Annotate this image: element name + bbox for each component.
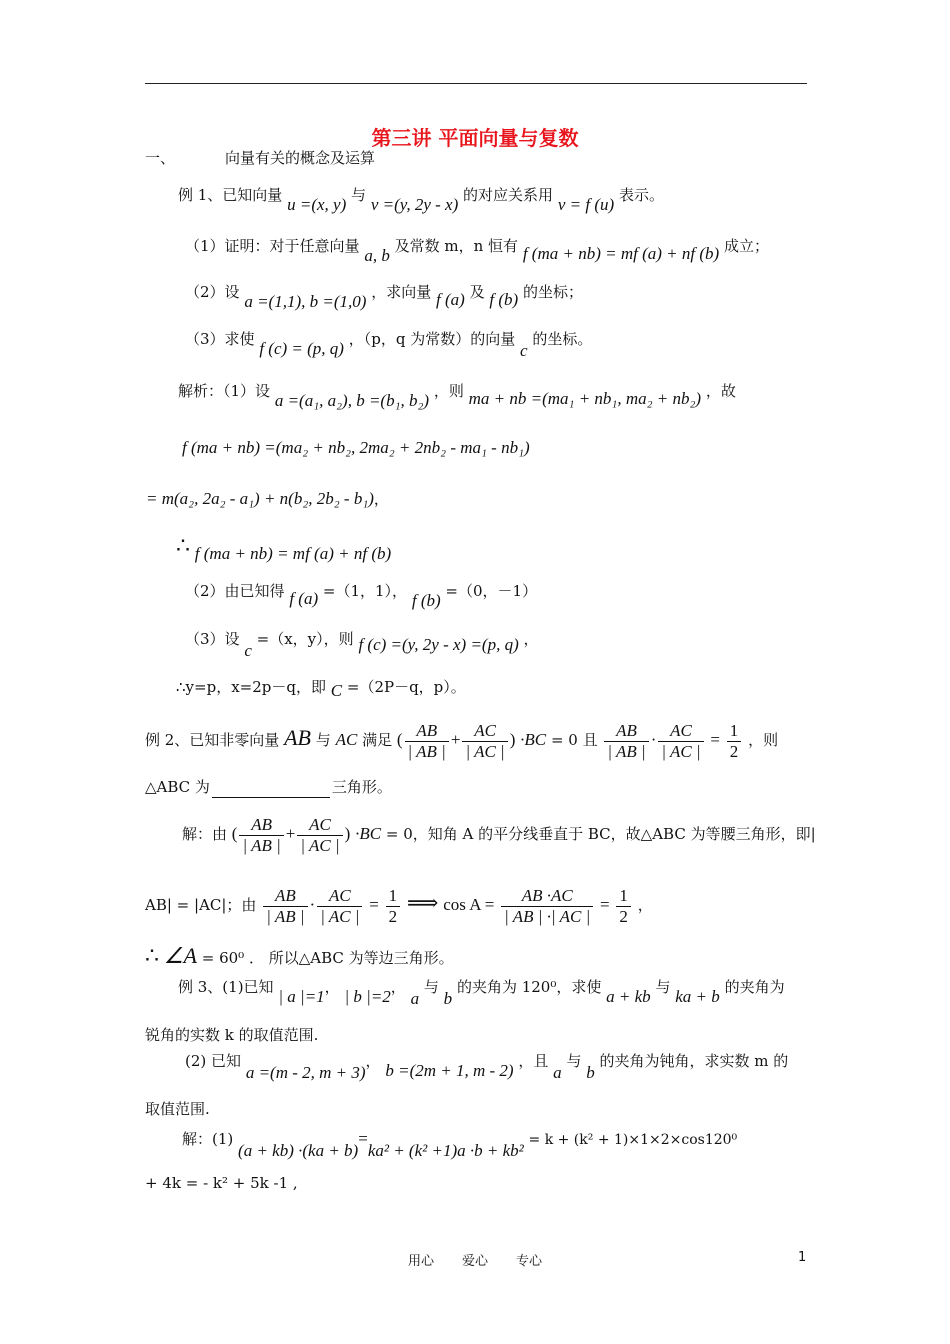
ex1-intro: 例 1、已知向量 u =(x, y) 与 v =(y, 2y - x) 的对应关系用 v = f (u) 表示。 [178,186,664,214]
answer-blank [212,797,330,798]
ex3-line2: 锐角的实数 k 的取值范围. [145,1026,319,1044]
fraction: $\frac{AC}{| AC |}$ [317,886,362,927]
therefore-symbol: ∴ [145,944,159,969]
therefore-symbol: ∴ [176,534,190,559]
ex2-line2: △ABC 为 三角形。 [145,778,392,796]
ex2-line1: 例 2、已知非零向量 AB 与 AC 满足 ( $\frac{AB}{| AB |}$ + $\frac{AC}{| AC |}$ ) ·BC = 0 且 $\frac{AB}{| AB |}$ · $\frac{AC}{| AC |}$ = $\frac{1}{2}$ ，则 [145,720,779,761]
ex1-part1: （1）证明：对于任意向量 a, b 及常数 m，n 恒有 f (ma + nb) = mf (a) + nf (b) 成立； [185,237,769,265]
implies-symbol: ⟹ [406,891,439,916]
sol3-line1: 解：(1) (a + kb) ·(ka + b)=ka² + (k² +1)a ·b + kb² = k + (k² + 1)×1×2×cos120⁰ [182,1129,738,1160]
ex3-line4: 取值范围. [145,1100,210,1118]
page-number: 1 [798,1250,807,1265]
sol1-line3: = m(a₂, 2a₂ - a₁) + n(b₂, 2b₂ - b₁)， [146,489,389,508]
sol2-line3: ∴ ∠A = 60⁰ ． 所以△ABC 为等边三角形。 [145,943,454,969]
ex1-part2: （2）设 a =(1,1), b =(1,0) ，求向量 f (a) 及 f (b) 的坐标； [185,283,583,311]
sol1-line5: （2）由已知得 f (a) =（1，1）， f (b) =（0，－1） [185,582,538,610]
fraction: $\frac{AB}{| AB |}$ [239,815,283,856]
header-rule [145,83,807,84]
sol2-line2: AB| = |AC|；由 $\frac{AB}{| AB |}$ · $\frac{AC}{| AC |}$ = $\frac{1}{2}$ ⟹ cos A = $\frac{AB \cdot AC}{| AB | \cdot| AC |}$ = $\frac{1}{2}$ ， [145,885,653,926]
section-number: 一、 [145,149,176,167]
fraction: $\frac{AB}{| AB |}$ [263,886,307,927]
sol1-line4: ∴ f (ma + nb) = mf (a) + nf (b) [176,534,392,563]
sol1-line7: ∴y=p，x=2p－q，即 C =（2P－q，p）。 [176,678,466,700]
sol1-line6: （3）设 c =（x，y），则 f (c) =(y, 2y - x) =(p, q) ， [185,630,539,660]
section-heading [145,147,375,169]
fraction: $\frac{AB}{| AB |}$ [604,721,648,762]
fraction-half: $\frac{1}{2}$ [616,886,631,927]
ex1-part3: （3）求使 f (c) = (p, q) ，（p，q 为常数）的向量 c 的坐标。 [185,330,593,360]
ex3-line3: (2) 已知 a =(m - 2, m + 3)， b =(2m + 1, m - 2) ，且 a 与 b 的夹角为钝角，求实数 m 的 [185,1052,789,1082]
sol1-line2: f (ma + nb) =(ma₂ + nb₂, 2ma₂ + 2nb₂ - ma₁ - nb₁) [182,438,530,457]
sol3-line2: + 4k = - k² + 5k -1 , [145,1174,298,1192]
fraction-half: $\frac{1}{2}$ [727,721,742,762]
fraction: $\frac{AB \cdot AC}{| AB | \cdot| AC |}$ [501,886,593,927]
fraction: $\frac{AC}{| AC |}$ [462,721,507,762]
fraction: $\frac{AB}{| AB |}$ [405,721,449,762]
fraction: $\frac{AC}{| AC |}$ [297,815,342,856]
ex3-line1: 例 3、(1)已知 | a |=1， | b |=2， a 与 b 的夹角为 120⁰，求使 a + kb 与 ka + b 的夹角为 [178,978,785,1008]
section-label: 向量有关的概念及运算 [225,149,376,167]
sol1-line1: 解析：（1）设 a =(a₁, a₂), b =(b₁, b₂) ，则 ma + nb =(ma₁ + nb₁, ma₂ + nb₂) ，故 [178,382,736,410]
fraction-half: $\frac{1}{2}$ [386,886,401,927]
sol2-line1: 解：由 ( $\frac{AB}{| AB |}$ + $\frac{AC}{| AC |}$ ) ·BC = 0，知角 A 的平分线垂直于 BC，故△ABC 为等腰三角形，即| [182,814,816,855]
footer: 用心 爱心 专心 [407,1254,543,1269]
page-title: 第三讲 平面向量与复数 [371,126,579,150]
fraction: $\frac{AC}{| AC |}$ [658,721,703,762]
